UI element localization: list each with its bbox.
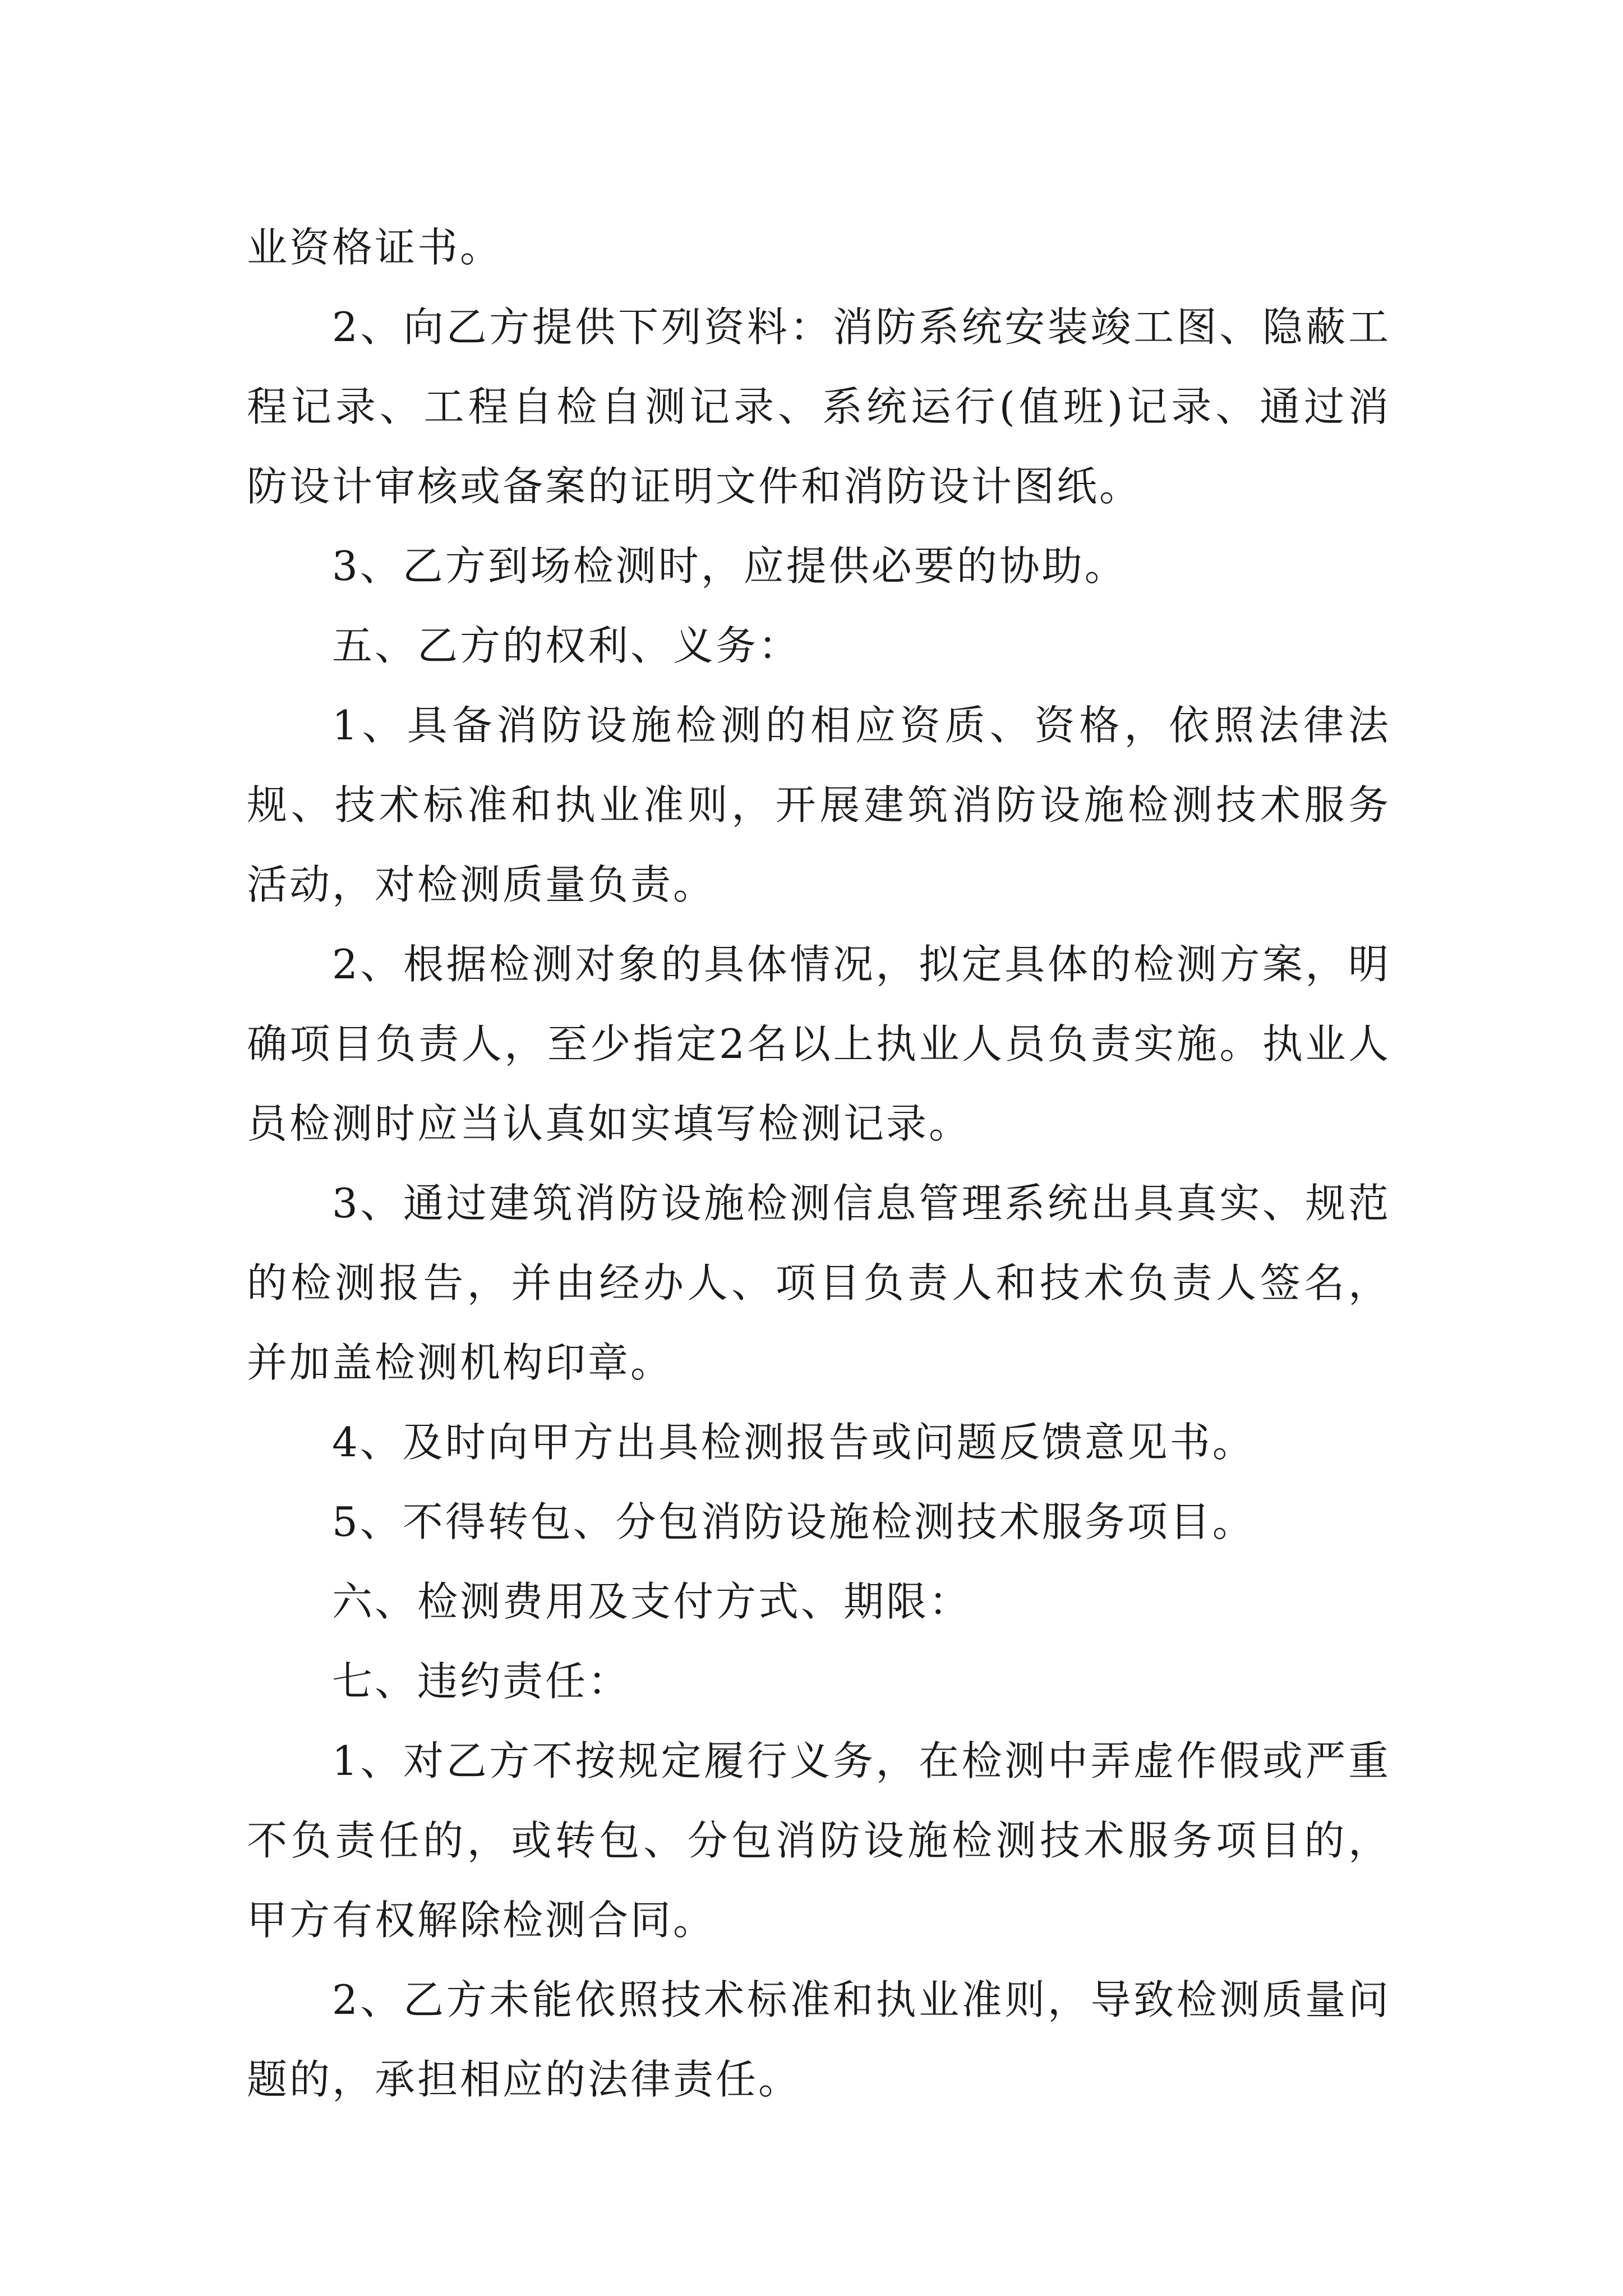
paragraph-party-b-item-3: 3、通过建筑消防设施检测信息管理系统出具真实、规范的检测报告，并由经办人、项目负责人和技术负责人签名，并加盖检测机构印章。 [247, 1180, 1391, 1386]
paragraph-continuation: 业资格证书。 [247, 224, 503, 271]
paragraph-liability-item-2: 2、乙方未能依照技术标准和执业准则，导致检测质量问题的，承担相应的法律责任。 [247, 1976, 1391, 2103]
paragraph-party-b-item-4: 4、及时向甲方出具检测报告或问题反馈意见书。 [332, 1419, 1255, 1466]
paragraph-party-b-item-1: 1、具备消防设施检测的相应资质、资格，依照法律法规、技术标准和执业准则，开展建筑消防设施检测技术服务活动，对检测质量负责。 [247, 702, 1391, 908]
paragraph-liability-item-1: 1、对乙方不按规定履行义务，在检测中弄虚作假或严重不负责任的，或转包、分包消防设施检测技术服务项目的，甲方有权解除检测合同。 [247, 1737, 1391, 1944]
document-body [247, 208, 1391, 2119]
section-heading-fees: 六、检测费用及支付方式、期限： [332, 1578, 972, 1625]
paragraph-party-b-item-5: 5、不得转包、分包消防设施检测技术服务项目。 [332, 1498, 1255, 1545]
paragraph-party-a-item-2: 2、向乙方提供下列资料：消防系统安装竣工图、隐蔽工程记录、工程自检自测记录、系统运行(值班)记录、通过消防设计审核或备案的证明文件和消防设计图纸。 [247, 303, 1391, 510]
section-heading-party-b-rights: 五、乙方的权利、义务： [332, 622, 801, 669]
section-heading-liability: 七、违约责任： [332, 1658, 631, 1705]
paragraph-party-a-item-3: 3、乙方到场检测时，应提供必要的协助。 [332, 542, 1127, 590]
paragraph-party-b-item-2: 2、根据检测对象的具体情况，拟定具体的检测方案，明确项目负责人，至少指定2名以上执业人员负责实施。执业人员检测时应当认真如实填写检测记录。 [247, 941, 1391, 1147]
